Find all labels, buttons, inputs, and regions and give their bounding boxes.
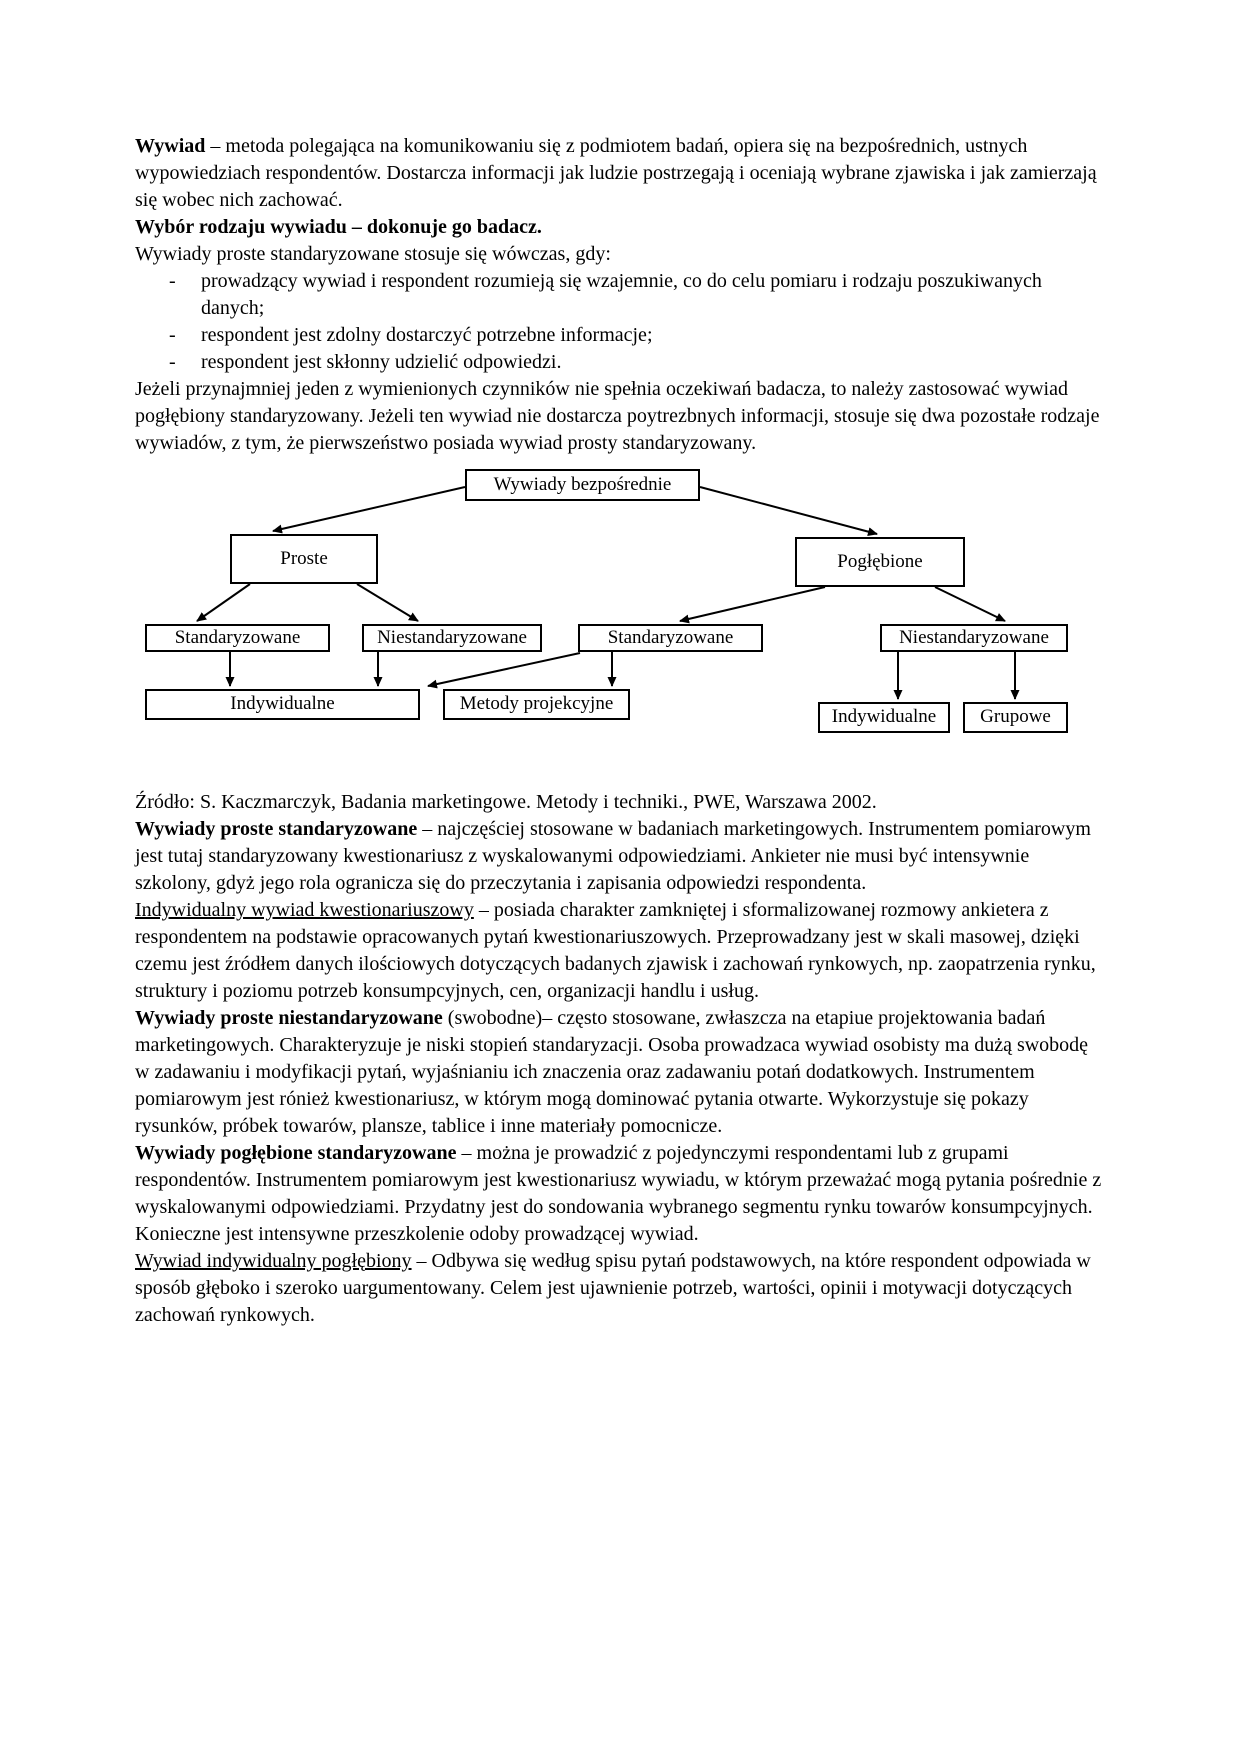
diagram-box-label: Proste [280,547,328,569]
intro-text-block [135,133,1105,457]
indywidualny-wywiad-kwestionariuszowy-paragraph [135,897,1105,1005]
text-run: – metoda polegająca na komunikowaniu się z podmiotem badań, opiera się na bezpośrednich, ustnych wypowiedziach respondentów. Dostarcza informacji jak ludzie postrzegają i oceniają wybrane zjawiska i jak zamierzają się wobec nich zachować. [135,135,1097,211]
diagram-box-label: Niestandaryzowane [899,626,1049,648]
diagram-box-label: Standaryzowane [174,626,301,648]
bullet-dash-icon: - [169,351,176,373]
text-run: – można je prowadzić z pojedynczymi respondentami lub z grupami respondentów. Instrumentem pomiarowym jest kwestionariusz wywiadu, w którym przeważać mogą pytania pośrednie z wyskalowanymi odpowiedziami. Przydatny jest do sondowania wybranego segmentu rynku towarów konsumpcyjnych. Konieczne jest intensywne przeszkolenie odoby prowadzącej wywiad. [135,1142,1102,1245]
diagram-arrow [680,587,825,621]
jezeli-paragraph [135,376,1105,457]
text-run: respondent jest zdolny dostarczyć potrzebne informacje; [201,324,653,346]
bullet-dash-icon: - [169,270,176,292]
text-run: – posiada charakter zamkniętej i sformalizowanej rozmowy ankietera z respondentem na podstawie opracowanych pytań kwestionariuszowych. Przeprowadzany jest w skali masowej, dzięki czemu jest źródłem danych ilościowych dotyczących badanych zjawisk i zachowań rynkowych, np. zaopatrzenia rynku, struktury i poziomu potrzeb konsumpcyjnych, cen, organizacji handlu i usług. [135,899,1096,1002]
text-run: Wybór rodzaju wywiadu [135,216,347,238]
diagram-box-label: Niestandaryzowane [377,626,527,648]
wywiad-indywidualny-poglebiony-paragraph [135,1248,1105,1329]
bullet-item-2 [135,322,1105,349]
diagram-box-label: Indywidualne [831,706,937,728]
diagram-arrow [428,653,580,686]
text-run: Wywiady proste niestandaryzowane [135,1007,443,1029]
diagram-arrow [273,487,465,531]
diagram-box-label: Pogłębione [837,550,923,572]
diagram-box-label: Wywiady bezpośrednie [493,473,672,495]
text-run: prowadzący wywiad i respondent rozumieją się wzajemnie, co do celu pomiaru i rodzaju poszukiwanych danych; [201,270,1042,319]
diagram-box-label: Metody projekcyjne [459,693,614,715]
diagram-box-proste-niestandaryzowane [362,624,542,652]
diagram-arrow [357,584,418,621]
text-run: Wywiad indywidualny pogłębiony [135,1250,412,1272]
body-text-block [135,789,1105,1329]
diagram-box-metody-projekcyjne [443,689,630,720]
interview-types-diagram [135,467,1105,739]
wybor-rodzaju-paragraph [135,214,1105,241]
diagram-box-poglebione [795,537,965,587]
wywiad-definition-paragraph [135,133,1105,214]
text-run: Źródło: S. Kaczmarczyk, Badania marketingowe. Metody i techniki., PWE, Warszawa 2002. [135,791,877,813]
diagram-box-label: Standaryzowane [607,626,734,648]
diagram-box-indywidualne-right [818,702,950,733]
diagram-box-poglebione-standaryzowane [578,624,763,652]
diagram-box-label: Indywidualne [230,693,335,715]
wywiady-poglebione-standaryzowane-paragraph [135,1140,1105,1248]
diagram-box-wywiady-bezposrednie [465,469,700,501]
bullet-item-1 [135,268,1105,322]
diagram-box-indywidualne-wide [145,689,420,720]
bullet-item-3 [135,349,1105,376]
text-run: Wywiady pogłębione standaryzowane [135,1142,457,1164]
text-run: Jeżeli przynajmniej jeden z wymienionych czynników nie spełnia oczekiwań badacza, to należy zastosować wywiad pogłębiony standaryzowany. Jeżeli ten wywiad nie dostarcza poytrezbnych informacji, stosuje się dwa pozostałe rodzaje wywiadów, z tym, że pierwszeństwo posiada wywiad prosty standaryzowany. [135,378,1100,454]
text-run: respondent jest skłonny udzielić odpowiedzi. [201,351,562,373]
source-citation [135,789,1105,816]
diagram-box-proste [230,534,378,584]
text-run: Wywiad [135,135,206,157]
diagram-box-grupowe [963,702,1068,733]
diagram-box-proste-standaryzowane [145,624,330,652]
diagram-arrow [197,584,250,621]
diagram-box-poglebione-niestandaryzowane [880,624,1068,652]
wywiady-proste-standaryzowane-paragraph [135,816,1105,897]
text-run: Indywidualny wywiad kwestionariuszowy [135,899,474,921]
text-run: Wywiady proste standaryzowane stosuje się wówczas, gdy: [135,243,611,265]
diagram-arrow [935,587,1005,621]
wywiady-proste-niestandaryzowane-paragraph [135,1005,1105,1140]
diagram-arrow [700,487,877,534]
wywiady-proste-intro-paragraph [135,241,1105,268]
diagram-box-label: Grupowe [980,706,1051,728]
text-run: – Odbywa się według spisu pytań podstawowych, na które respondent odpowiada w sposób głęboko i szeroko uargumentowany. Celem jest ujawnienie potrzeb, wartości, opinii i motywacji dotyczących zachowań rynkowych. [135,1250,1091,1326]
bullet-dash-icon: - [169,324,176,346]
text-run: (swobodne)– często stosowane, zwłaszcza na etapiue projektowania badań marketingowych. Charakteryzuje je niski stopień standaryzacji. Osoba prowadzaca wywiad osobisty ma dużą swobodę w zadawaniu i modyfikacji pytań, wyjaśnianiu ich znaczenia oraz zadawaniu potań dodatkowych. Instrumentem pomiarowym jest rónież kwestionariusz, w którym mogą dominować pytania otwarte. Wykorzystuje się pokazy rysunków, próbek towarów, plansze, tablice i inne materiały pomocnicze. [135,1007,1089,1137]
text-run: – najczęściej stosowane w badaniach marketingowych. Instrumentem pomiarowym jest tutaj standaryzowany kwestionariusz z wyskalowanymi odpowiedziami. Ankieter nie musi być intensywnie szkolony, gdyż jego rola ogranicza się do przeczytania i zapisania odpowiedzi respondenta. [135,818,1091,894]
text-run: Wywiady proste standaryzowane [135,818,418,840]
text-run: – dokonuje go badacz. [346,216,542,238]
